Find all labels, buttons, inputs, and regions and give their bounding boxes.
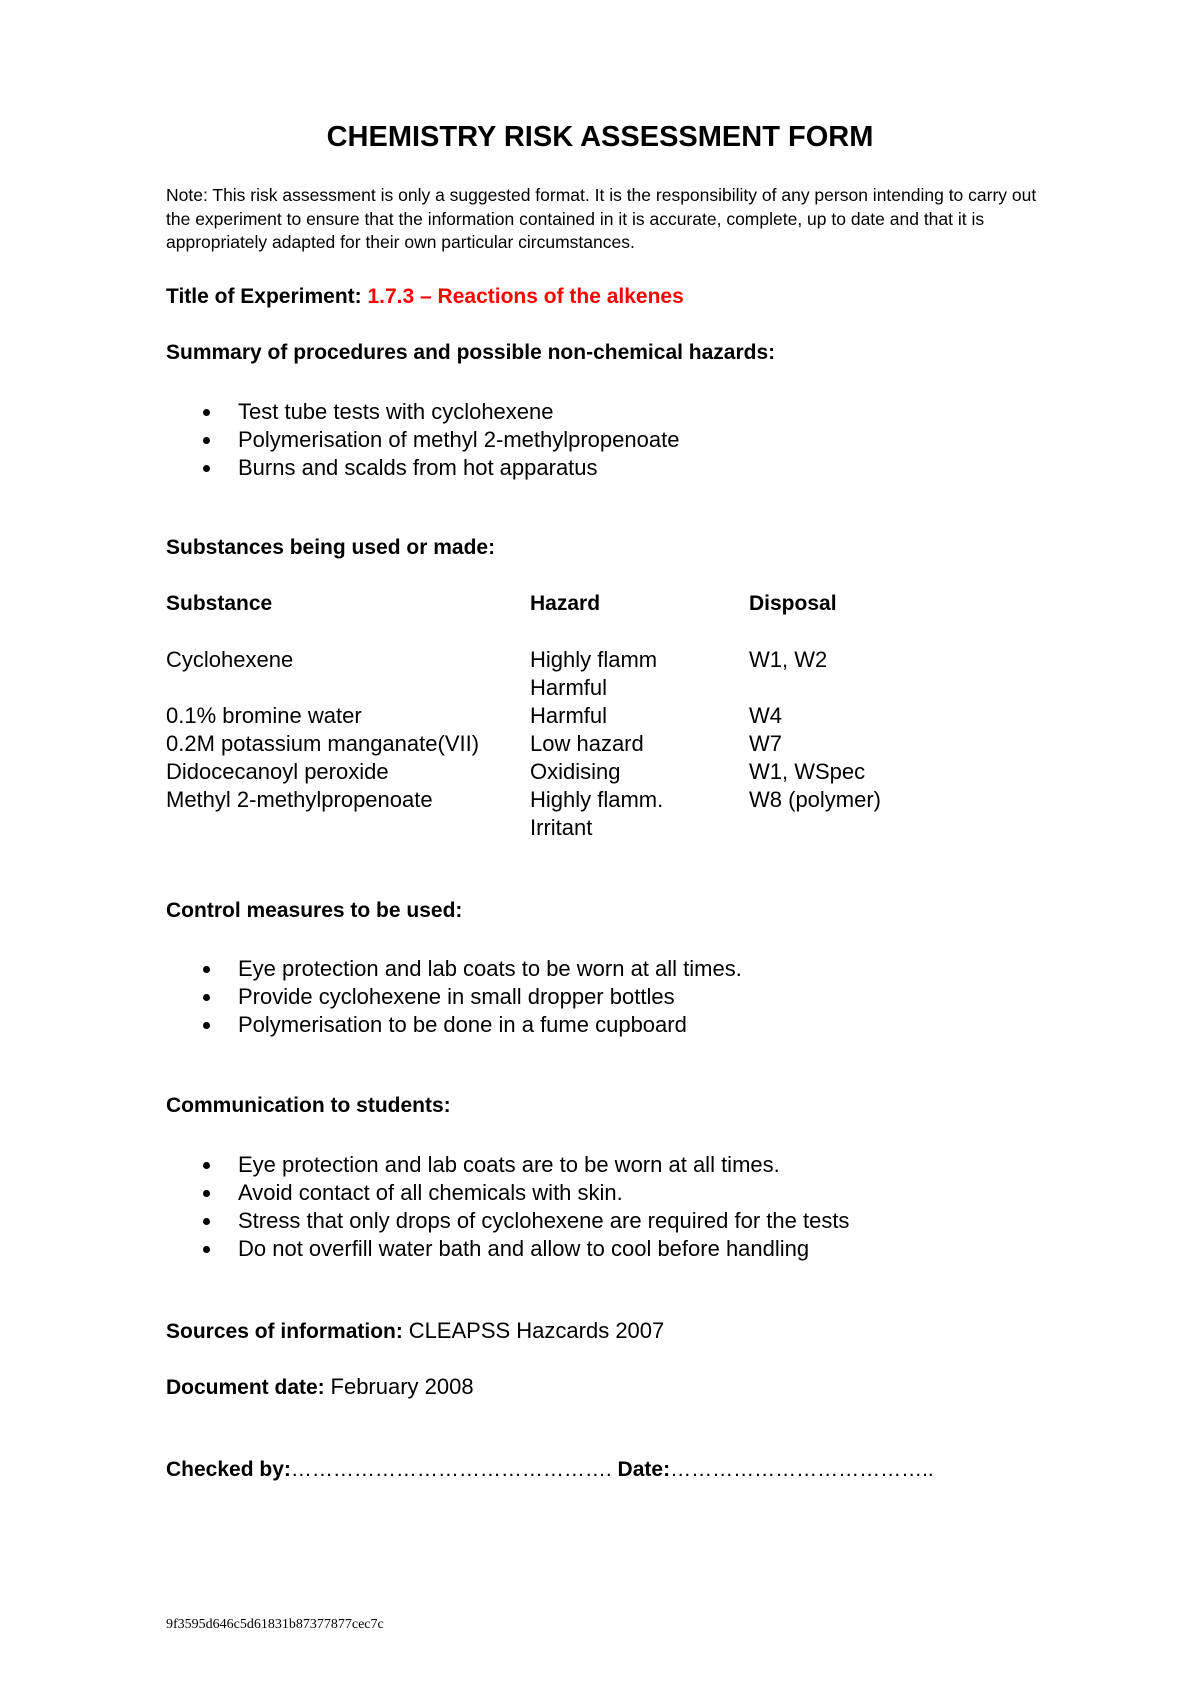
experiment-title-label: Title of Experiment: — [166, 285, 368, 308]
experiment-title-value: 1.7.3 – Reactions of the alkenes — [367, 285, 684, 308]
checked-by-field: ………………………………………. — [290, 1458, 612, 1481]
bullet-icon — [203, 465, 210, 472]
substance-cell: Methyl 2-methylpropenoate — [166, 787, 433, 812]
control-measures-list — [166, 955, 742, 1039]
disposal-cell: W1, WSpec — [749, 759, 866, 784]
list-item — [166, 1207, 849, 1235]
list-item — [166, 398, 679, 426]
disclaimer-note: Note: This risk assessment is only a suggested format. It is the responsibility of any person intending to carry out the experiment to ensure that the information contained in it is accurate, complete, up to date and that it is appropriately adapted for their own particular circumstances. — [166, 185, 1037, 252]
table-row — [166, 786, 946, 814]
hazard-cell: Low hazard — [530, 731, 644, 756]
bullet-icon — [203, 1190, 210, 1197]
document-date-line — [166, 1374, 474, 1400]
checked-by-label: Checked by: — [166, 1458, 291, 1481]
disposal-cell: W7 — [749, 731, 782, 756]
hazard-cell: Harmful — [530, 703, 608, 728]
sources-label: Sources of information: — [166, 1320, 409, 1343]
document-date-value: February 2008 — [330, 1374, 474, 1399]
communication-list — [166, 1151, 849, 1263]
bullet-icon — [203, 1162, 210, 1169]
list-item — [166, 1179, 849, 1207]
hazard-cell: Irritant — [530, 815, 593, 840]
list-item-text: Stress that only drops of cyclohexene are required for the tests — [238, 1208, 850, 1233]
hazard-cell: Highly flamm. — [530, 787, 664, 812]
date-field: ……………………………….. — [670, 1458, 934, 1481]
list-item-text: Polymerisation of methyl 2-methylpropenoate — [238, 427, 680, 452]
list-item — [166, 1151, 849, 1179]
list-item — [166, 1011, 742, 1039]
list-item-text: Eye protection and lab coats to be worn at all times. — [238, 956, 742, 981]
table-row — [166, 702, 946, 730]
control-measures-heading: Control measures to be used: — [166, 899, 463, 922]
communication-heading: Communication to students: — [166, 1094, 451, 1117]
list-item-text: Burns and scalds from hot apparatus — [238, 455, 598, 480]
substances-header-row — [166, 590, 946, 618]
hazard-cell: Harmful — [530, 675, 608, 700]
document-id: 9f3595d646c5d61831b87377877cec7c — [166, 1617, 384, 1632]
disposal-cell: W4 — [749, 703, 782, 728]
bullet-icon — [203, 994, 210, 1001]
signoff-line — [166, 1458, 934, 1482]
procedures-heading: Summary of procedures and possible non-chemical hazards: — [166, 341, 776, 364]
bullet-icon — [203, 1218, 210, 1225]
list-item-text: Test tube tests with cyclohexene — [238, 399, 554, 424]
table-row — [166, 758, 946, 786]
column-header-disposal: Disposal — [749, 592, 837, 615]
table-row — [166, 730, 946, 758]
list-item — [166, 426, 679, 454]
substance-cell — [166, 814, 530, 842]
list-item-text: Polymerisation to be done in a fume cupboard — [238, 1012, 687, 1037]
substance-cell — [166, 674, 530, 702]
document-date-label: Document date: — [166, 1376, 331, 1399]
date-label: Date: — [611, 1458, 671, 1481]
list-item — [166, 1235, 849, 1263]
substances-body — [166, 646, 946, 842]
experiment-title-line — [166, 285, 684, 309]
hazard-cell: Oxidising — [530, 759, 621, 784]
disposal-cell — [749, 814, 946, 842]
list-item-text: Avoid contact of all chemicals with skin. — [238, 1180, 623, 1205]
column-header-hazard: Hazard — [530, 592, 601, 615]
disposal-cell: W8 (polymer) — [749, 787, 882, 812]
bullet-icon — [203, 1246, 210, 1253]
disposal-cell — [749, 674, 946, 702]
disposal-cell: W1, W2 — [749, 647, 828, 672]
substance-cell: 0.2M potassium manganate(VII) — [166, 731, 480, 756]
list-item-text: Do not overfill water bath and allow to cool before handling — [238, 1236, 810, 1261]
page-title: CHEMISTRY RISK ASSESSMENT FORM — [326, 121, 874, 153]
table-row — [166, 646, 946, 674]
bullet-icon — [203, 1022, 210, 1029]
list-item-text: Eye protection and lab coats are to be worn at all times. — [238, 1152, 780, 1177]
list-item — [166, 454, 679, 482]
procedures-list — [166, 398, 679, 482]
list-item — [166, 955, 742, 983]
hazard-cell: Highly flamm — [530, 647, 658, 672]
bullet-icon — [203, 437, 210, 444]
substances-table — [166, 590, 946, 842]
column-header-substance: Substance — [166, 592, 273, 615]
list-item-text: Provide cyclohexene in small dropper bottles — [238, 984, 675, 1009]
sources-line — [166, 1318, 664, 1344]
table-row — [166, 674, 946, 702]
table-row — [166, 814, 946, 842]
substance-cell: 0.1% bromine water — [166, 703, 362, 728]
substances-heading: Substances being used or made: — [166, 536, 496, 559]
bullet-icon — [203, 409, 210, 416]
sources-value: CLEAPSS Hazcards 2007 — [408, 1318, 665, 1343]
substance-cell: Didocecanoyl peroxide — [166, 759, 389, 784]
bullet-icon — [203, 966, 210, 973]
substance-cell: Cyclohexene — [166, 647, 294, 672]
list-item — [166, 983, 742, 1011]
